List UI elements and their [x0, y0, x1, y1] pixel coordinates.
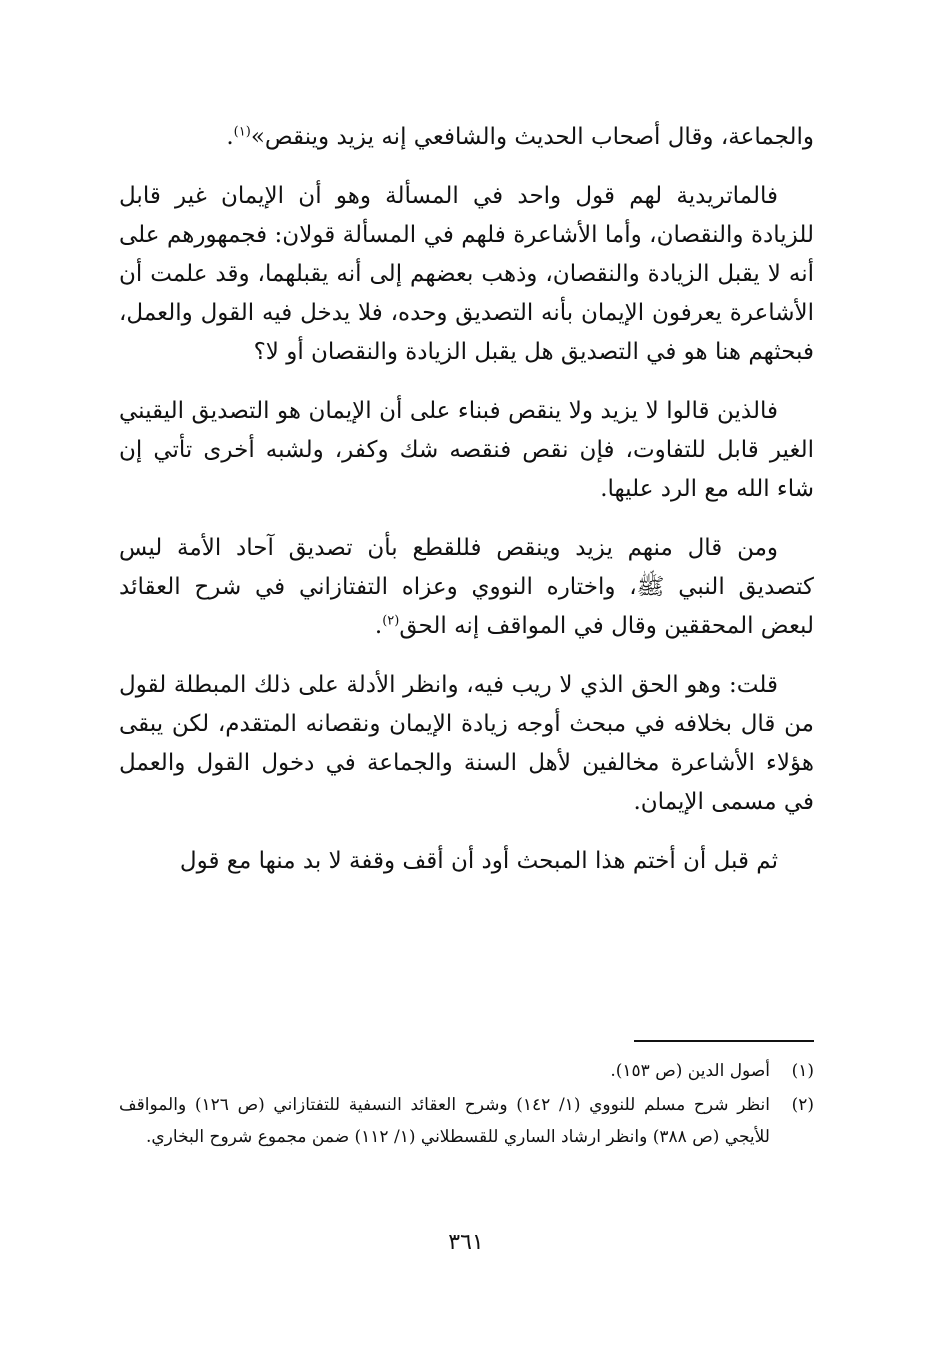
paragraph-text: قلت: وهو الحق الذي لا ريب فيه، وانظر الأدلة على ذلك المبطلة لقول من قال بخلافه في مبحث أوجه زيادة الإيمان ونقصانه المتقدم، لكن يبقى هؤلاء الأشاعرة مخالفين لأهل السنة والجماعة في دخول القول والعمل في مسمى الإيمان. — [119, 672, 814, 815]
footnote-2 — [119, 1089, 814, 1153]
footnote-ref-1: (١) — [233, 124, 251, 140]
footnote-1 — [119, 1055, 814, 1087]
paragraph-4 — [119, 529, 814, 646]
paragraph-tail: . — [226, 124, 234, 150]
paragraph-text: فالماتريدية لهم قول واحد في المسألة وهو أن الإيمان غير قابل للزيادة والنقصان، وأما الأشاعرة فلهم في المسألة قولان: فجمهورهم على أنه لا يقبل الزيادة والنقصان، وذهب بعضهم إلى أنه يقبلهما، وقد علمت أن الأشاعرة يعرفون الإيمان بأنه التصديق وحده، فلا يدخل فيه القول والعمل، فبحثهم هنا هو في التصديق هل يقبل الزيادة والنقصان أو لا؟ — [119, 183, 814, 365]
paragraph-1 — [119, 118, 814, 157]
paragraph-text: والجماعة، وقال أصحاب الحديث والشافعي إنه يزيد وينقص» — [250, 124, 814, 150]
paragraph-2 — [119, 177, 814, 372]
paragraph-text: ومن قال منهم يزيد وينقص فللقطع بأن تصديق آحاد الأمة ليس كتصديق النبي ﷺ، واختاره النووي وعزاه التفتازاني في شرح العقائد لبعض المحققين وقال في المواقف إنه الحق — [119, 535, 814, 639]
footnote-text: أصول الدين (ص ١٥٣). — [610, 1061, 770, 1081]
paragraph-text: فالذين قالوا لا يزيد ولا ينقص فبناء على أن الإيمان هو التصديق اليقيني الغير قابل للتفاوت، فإن نقص فنقصه شك وكفر، ولشبه أخرى تأتي إن شاء الله مع الرد عليها. — [119, 398, 814, 502]
footnote-text: انظر شرح مسلم للنووي (١/ ١٤٢) وشرح العقائد النسفية للتفتازاني (ص ١٢٦) والمواقف للأيجي (ص ٣٨٨) وانظر ارشاد الساري للقسطلاني (١/ ١١٢) ضمن مجموع شروح البخاري. — [119, 1095, 770, 1147]
footnote-number: (١) — [791, 1061, 814, 1081]
footnotes — [119, 1055, 814, 1155]
page-number: ٣٦١ — [448, 1230, 484, 1255]
paragraph-3 — [119, 392, 814, 509]
paragraph-6 — [119, 842, 814, 881]
paragraph-tail: . — [374, 613, 383, 639]
footnote-divider — [634, 1040, 814, 1042]
paragraph-5 — [119, 666, 814, 822]
paragraph-text: ثم قبل أن أختم هذا المبحث أود أن أقف وقفة لا بد منها مع قول — [179, 848, 778, 874]
footnote-ref-2: (٢) — [382, 613, 400, 629]
main-text — [119, 118, 814, 901]
footnote-number: (٢) — [791, 1095, 814, 1115]
